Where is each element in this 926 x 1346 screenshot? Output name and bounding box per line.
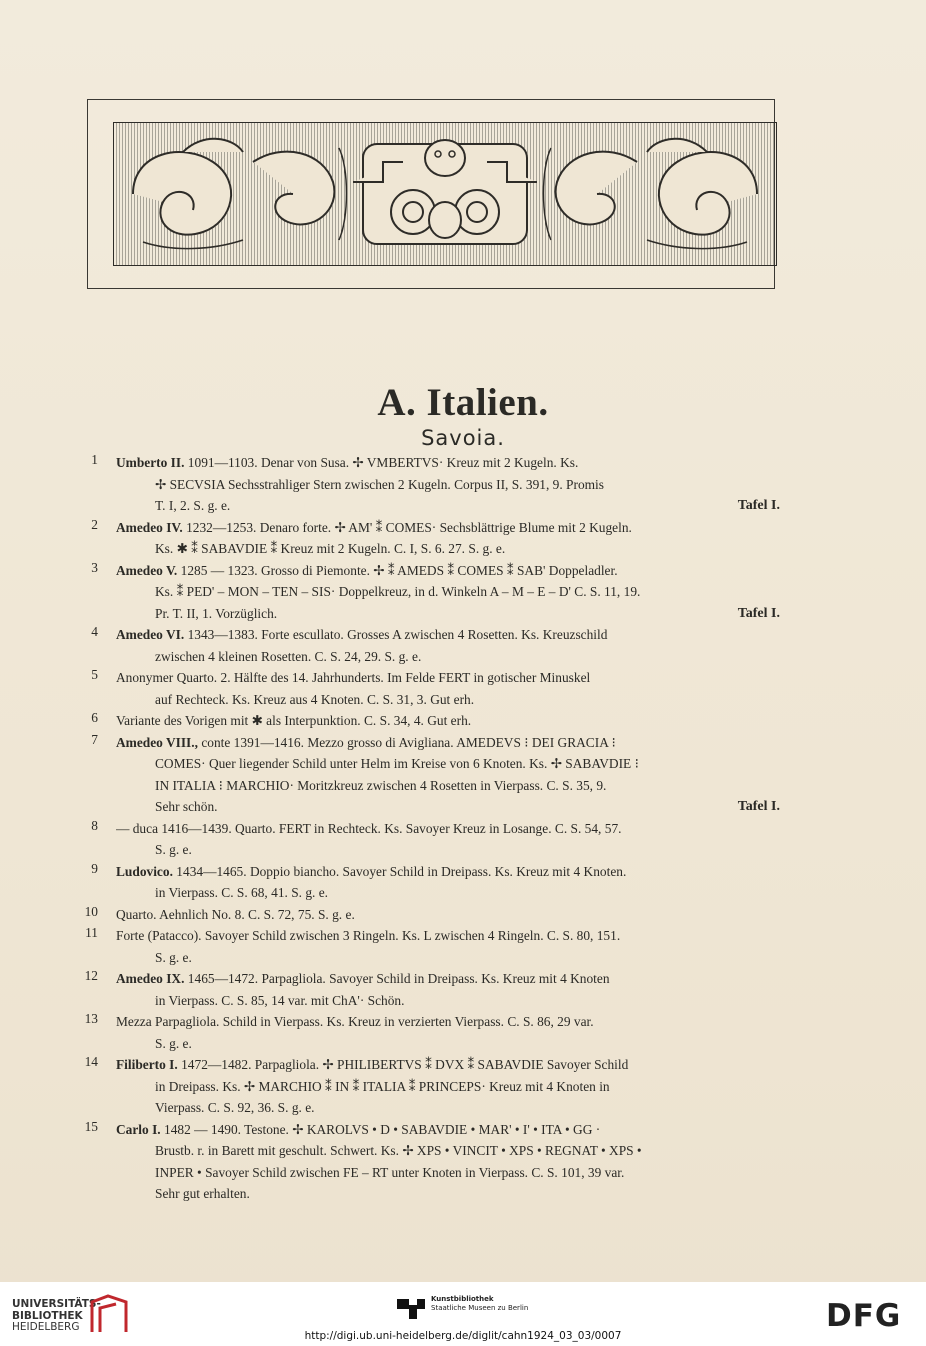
entry-text: zwischen 4 kleinen Rosetten. C. S. 24, 29. S. g. e.: [155, 648, 422, 664]
entry-text: Quarto. Aehnlich No. 8. C. S. 72, 75. S. g. e.: [116, 906, 355, 922]
kunstbibliothek-logo-text: [431, 1295, 528, 1313]
catalogue-entry: [80, 517, 780, 560]
ruler-name: Ludovico.: [116, 863, 173, 879]
entry-text: Sehr gut erhalten.: [155, 1186, 250, 1201]
entry-number: 5: [91, 667, 98, 682]
entry-text: conte 1391—1416. Mezzo grosso di Avigliana. AMEDEVS ⁝ DEI GRACIA ⁝: [201, 734, 616, 750]
entry-line: [116, 1076, 780, 1098]
catalogue-entry: [80, 732, 780, 818]
entry-text: ✢ SECVSIA Sechsstrahliger Stern zwischen 2 Kugeln. Corpus II, S. 391, 9. Promis: [155, 476, 604, 492]
catalogue-entry: [80, 861, 780, 904]
entry-line: [116, 474, 780, 496]
entry-text: Sehr schön.: [155, 799, 218, 814]
entry-text: 1091—1103. Denar von Susa. ✢ VMBERTVS· Kreuz mit 2 Kugeln. Ks.: [187, 455, 579, 470]
entry-line: [116, 624, 780, 646]
entry-text: 1434—1465. Doppio biancho. Savoyer Schild in Dreipass. Ks. Kreuz mit 4 Knoten.: [176, 863, 627, 879]
entry-line: [116, 560, 780, 582]
entry-line: [116, 775, 780, 797]
entry-text: Variante des Vorigen mit ✱ als Interpunktion. C. S. 34, 4. Gut erh.: [116, 713, 472, 728]
ruler-name: Amedeo IV.: [116, 519, 183, 535]
entry-text: 1232—1253. Denaro forte. ✢ AM' ⁑ COMES· Sechsblättrige Blume mit 2 Kugeln.: [186, 519, 632, 535]
entry-number: 12: [84, 968, 98, 983]
ruler-name: Carlo I.: [116, 1121, 161, 1137]
entry-number: 3: [91, 559, 98, 575]
entry-line: [116, 1033, 780, 1055]
entry-number: 8: [91, 817, 98, 833]
entry-line: [116, 1097, 780, 1119]
uni-line-1: UNIVERSITÄTS-: [12, 1298, 101, 1310]
plate-reference: Tafel I.: [737, 799, 780, 814]
plate-reference: Tafel I.: [737, 498, 780, 513]
entry-text: Anonymer Quarto. 2. Hälfte des 14. Jahrhunderts. Im Felde FERT in gotischer Minuskel: [116, 670, 591, 685]
ruler-name: Amedeo VI.: [116, 627, 185, 642]
catalogue-entry: [80, 710, 780, 732]
entry-number: 7: [91, 731, 98, 747]
section-title: A. Italien.: [377, 381, 549, 424]
entry-number: 4: [91, 624, 98, 639]
entry-line: [116, 517, 780, 539]
dfg-logo: DFG: [826, 1298, 902, 1334]
entry-text: 1285 — 1323. Grosso di Piemonte. ✢ ⁑ AMEDS ⁑ COMES ⁑ SAB' Doppeladler.: [180, 562, 618, 578]
ruler-name: Filiberto I.: [116, 1057, 178, 1072]
entry-text: S. g. e.: [155, 949, 192, 965]
entry-line: [116, 1162, 780, 1184]
catalogue-entry: [80, 667, 780, 710]
entry-text: Ks. ⁑ PED' – MON – TEN – SIS· Doppelkreuz, in d. Winkeln A – M – E – D' C. S. 11, 19.: [155, 584, 641, 599]
entry-text: COMES· Quer liegender Schild unter Helm im Kreise von 6 Knoten. Ks. ✢ SABAVDIE ⁝: [155, 756, 639, 771]
entry-line: [116, 732, 780, 754]
ruler-name: Umberto II.: [116, 455, 185, 470]
entry-number: 14: [84, 1054, 98, 1069]
entry-line: [116, 861, 780, 883]
entry-line: [116, 689, 780, 711]
uni-line-3: HEIDELBERG: [12, 1321, 80, 1333]
entry-line: [116, 753, 780, 775]
entry-text: auf Rechteck. Ks. Kreuz aus 4 Knoten. C. S. 31, 3. Gut erh.: [155, 691, 475, 707]
entry-text: in Dreipass. Ks. ✢ MARCHIO ⁑ IN ⁑ ITALIA ⁑ PRINCEPS· Kreuz mit 4 Knoten in: [155, 1078, 610, 1094]
entry-line: [116, 581, 780, 603]
entry-line: [116, 796, 780, 818]
entry-number: 2: [91, 516, 98, 532]
entry-line: [116, 1011, 780, 1033]
kunstbibliothek-logo-icon: [395, 1295, 427, 1323]
catalogue-entry: [80, 1054, 780, 1119]
entry-number: 10: [84, 903, 98, 919]
entry-text: 1465—1472. Parpagliola. Savoyer Schild in Dreipass. Ks. Kreuz mit 4 Knoten: [187, 971, 610, 986]
entry-text: 1482 — 1490. Testone. ✢ KAROLVS • D • SABAVDIE • MAR' • I' • ITA • GG ·: [164, 1121, 601, 1137]
entry-number: 11: [85, 925, 98, 940]
catalogue-entry: [80, 925, 780, 968]
ornamental-vignette: [113, 122, 777, 266]
entry-line: [116, 839, 780, 861]
entry-text: Brustb. r. in Barett mit geschult. Schwert. Ks. ✢ XPS • VINCIT • XPS • REGNAT • XPS •: [155, 1143, 642, 1158]
section-subtitle: Savoia.: [421, 426, 505, 450]
entry-line: [116, 495, 780, 517]
entry-text: T. I, 2. S. g. e.: [155, 498, 231, 513]
entry-text: Ks. ✱ ⁑ SABAVDIE ⁑ Kreuz mit 2 Kugeln. C. I, S. 6. 27. S. g. e.: [155, 541, 506, 556]
entry-text: 1343—1383. Forte escullato. Grosses A zwischen 4 Rosetten. Ks. Kreuzschild: [187, 627, 608, 642]
entry-text: Vierpass. C. S. 92, 36. S. g. e.: [155, 1100, 315, 1115]
ruler-name: Amedeo V.: [116, 562, 178, 578]
catalogue-entries: [80, 452, 780, 1205]
entry-line: [116, 990, 780, 1012]
catalogue-entry: [80, 818, 780, 861]
uni-line-2: BIBLIOTHEK: [12, 1309, 83, 1322]
ruler-name: Amedeo VIII.,: [116, 734, 198, 750]
entry-line: [116, 1119, 780, 1141]
entry-line: [116, 710, 780, 732]
entry-number: 9: [91, 860, 98, 876]
entry-line: [116, 968, 780, 990]
entry-text: IN ITALIA ⁝ MARCHIO· Moritzkreuz zwischen 4 Rosetten in Vierpass. C. S. 35, 9.: [155, 777, 607, 793]
entry-text: Mezza Parpagliola. Schild in Vierpass. Ks. Kreuz in verzierten Vierpass. C. S. 86, 29 var.: [116, 1014, 594, 1029]
entry-text: INPER • Savoyer Schild zwischen FE – RT unter Knoten in Vierpass. C. S. 101, 39 var.: [155, 1164, 625, 1180]
plate-reference: Tafel I.: [737, 605, 780, 621]
entry-text: S. g. e.: [155, 842, 192, 857]
catalogue-entry: [80, 1119, 780, 1205]
entry-number: 1: [91, 452, 98, 467]
entry-line: [116, 904, 780, 926]
source-url-link[interactable]: http://digi.ub.uni-heidelberg.de/diglit/cahn1924_03_03/0007: [304, 1330, 622, 1342]
catalogue-entry: [80, 1011, 780, 1054]
catalogue-entry: [80, 904, 780, 926]
kb-line-1: Kunstbibliothek: [431, 1295, 494, 1303]
footer-bar: [0, 1282, 926, 1346]
entry-text: 1472—1482. Parpagliola. ✢ PHILIBERTVS ⁑ DVX ⁑ SABAVDIE Savoyer Schild: [181, 1057, 629, 1072]
catalogue-entry: [80, 968, 780, 1011]
entry-line: [116, 882, 780, 904]
entry-line: [116, 925, 780, 947]
entry-line: [116, 646, 780, 668]
ruler-name: Amedeo IX.: [116, 971, 185, 986]
kb-line-2: Staatliche Museen zu Berlin: [431, 1304, 529, 1312]
catalogue-entry: [80, 624, 780, 667]
catalogue-entry: [80, 560, 780, 625]
entry-number: 13: [84, 1011, 98, 1026]
entry-line: [116, 947, 780, 969]
entry-line: [116, 1054, 780, 1076]
entry-text: in Vierpass. C. S. 85, 14 var. mit ChA'· Schön.: [155, 992, 405, 1008]
entry-text: — duca 1416—1439. Quarto. FERT in Rechteck. Ks. Savoyer Kreuz in Losange. C. S. 54, 57.: [116, 820, 622, 836]
entry-line: [116, 452, 780, 474]
entry-line: [116, 1183, 780, 1205]
entry-number: 15: [84, 1118, 98, 1134]
entry-text: Pr. T. II, 1. Vorzüglich.: [155, 605, 278, 621]
catalogue-entry: [80, 452, 780, 517]
entry-line: [116, 1140, 780, 1162]
entry-line: [116, 538, 780, 560]
entry-text: S. g. e.: [155, 1035, 192, 1051]
entry-text: in Vierpass. C. S. 68, 41. S. g. e.: [155, 885, 329, 900]
entry-line: [116, 667, 780, 689]
entry-text: Forte (Patacco). Savoyer Schild zwischen 3 Ringeln. Ks. L zwischen 4 Ringeln. C. S. 80, 151.: [116, 928, 621, 943]
entry-line: [116, 603, 780, 625]
entry-number: 6: [91, 710, 98, 725]
entry-line: [116, 818, 780, 840]
